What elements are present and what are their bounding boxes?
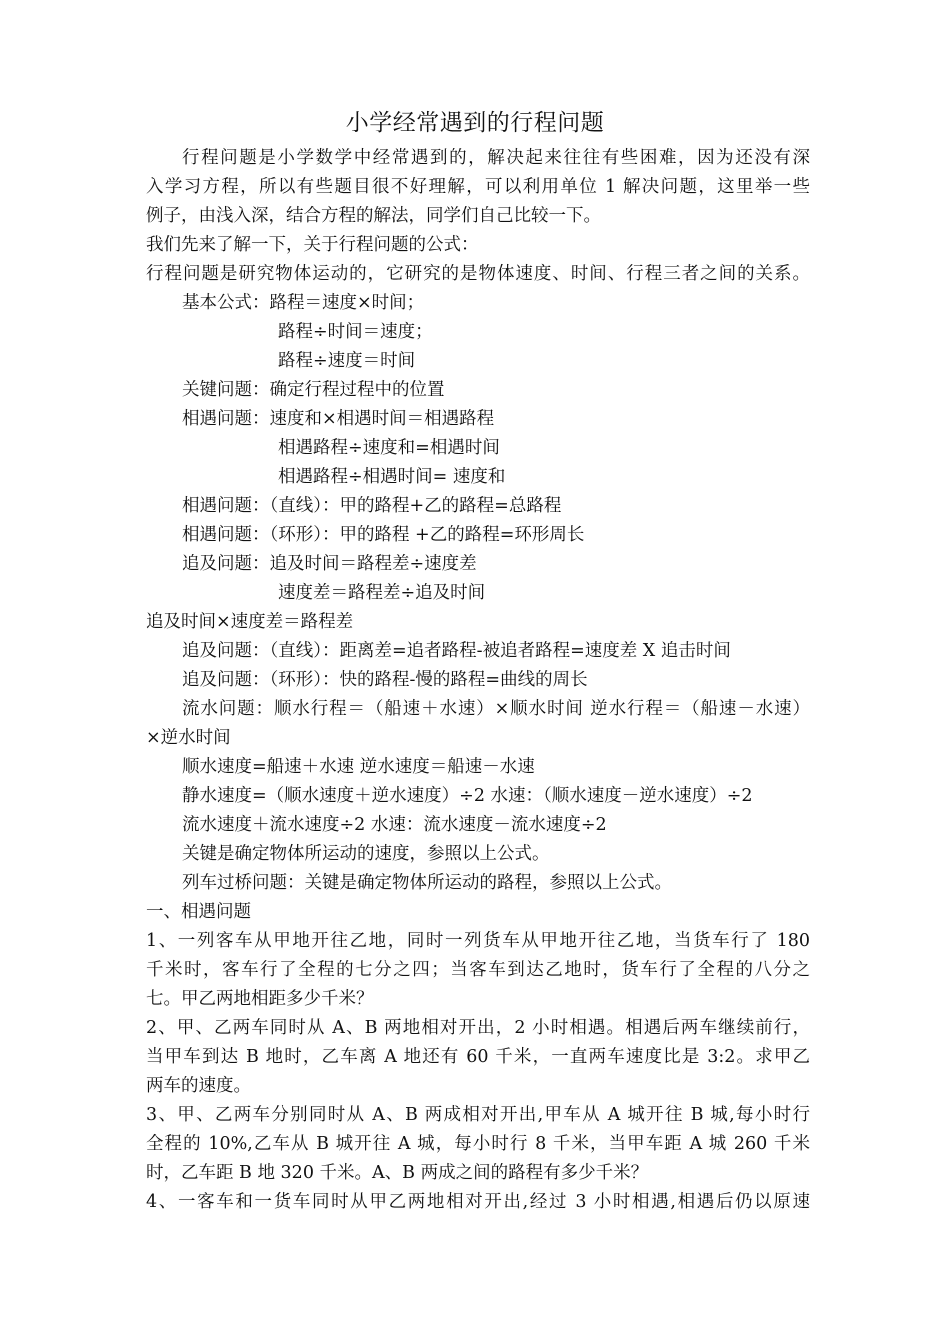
text-line: 3、甲、乙两车分别同时从 A、B 两成相对开出,甲车从 A 城开往 B 城,每小时行 [146,1105,810,1125]
text-line: 关键问题：确定行程过程中的位置 [182,380,445,400]
text-line: 追及问题：（直线）：距离差=追者路程-被追者路程=速度差 X 追击时间 [182,641,731,661]
text-line: 2、甲、乙两车同时从 A、B 两地相对开出，2 小时相遇。相遇后两车继续前行， [146,1018,810,1038]
text-line: 行程问题是研究物体运动的，它研究的是物体速度、时间、行程三者之间的关系。 [146,264,810,284]
text-line: 相遇问题：速度和×相遇时间＝相遇路程 [182,409,495,429]
text-line: 全程的 10%,乙车从 B 城开往 A 城，每小时行 8 千米，当甲车距 A 城 260 千米 [146,1134,810,1154]
text-line: 相遇问题：（直线）：甲的路程+乙的路程=总路程 [182,496,562,516]
text-line: 一、相遇问题 [146,902,251,922]
text-line: 当甲车到达 B 地时，乙车离 A 地还有 60 千米，一直两车速度比是 3:2。求甲乙 [146,1047,810,1067]
text-line: 行程问题是小学数学中经常遇到的，解决起来往往有些困难，因为还没有深 [182,148,810,168]
text-line: 流水速度＋流水速度÷2 水速：流水速度－流水速度÷2 [182,815,607,835]
text-line: 时，乙车距 B 地 320 千米。A、B 两成之间的路程有多少千米？ [146,1163,649,1183]
text-line: 基本公式：路程＝速度×时间； [182,293,425,313]
document-body [146,144,810,1217]
text-line: 七。甲乙两地相距多少千米？ [146,989,374,1009]
text-line: 追及时间×速度差＝路程差 [146,612,354,632]
text-line: 两车的速度。 [146,1076,251,1096]
text-line: 路程÷速度＝时间 [278,351,416,371]
text-line: 速度差＝路程差÷追及时间 [278,583,486,603]
document-title: 小学经常遇到的行程问题 [345,110,605,136]
text-line: 列车过桥问题：关键是确定物体所运动的路程，参照以上公式。 [182,873,672,893]
text-line: ×逆水时间 [146,728,231,748]
text-line: 相遇路程÷速度和=相遇时间 [278,438,500,458]
text-line: 追及问题：追及时间＝路程差÷速度差 [182,554,477,574]
text-line: 入学习方程，所以有些题目很不好理解，可以利用单位 1 解决问题，这里举一些 [146,177,810,197]
text-line: 相遇问题：（环形）：甲的路程 +乙的路程=环形周长 [182,525,585,545]
text-line: 静水速度=（顺水速度＋逆水速度）÷2 水速：（顺水速度－逆水速度）÷2 [182,786,753,806]
text-line: 顺水速度=船速＋水速 逆水速度＝船速－水速 [182,757,535,777]
text-line: 1、一列客车从甲地开往乙地，同时一列货车从甲地开往乙地，当货车行了 180 [146,931,810,951]
text-line: 4、一客车和一货车同时从甲乙两地相对开出,经过 3 小时相遇,相遇后仍以原速 [146,1192,810,1212]
text-line: 流水问题：顺水行程＝（船速＋水速）×顺水时间 逆水行程＝（船速－水速） [182,699,810,719]
text-line: 千米时，客车行了全程的七分之四；当客车到达乙地时，货车行了全程的八分之 [146,960,810,980]
text-line: 追及问题：（环形）：快的路程-慢的路程=曲线的周长 [182,670,588,690]
text-line: 例子，由浅入深，结合方程的解法，同学们自己比较一下。 [146,206,601,226]
text-line: 相遇路程÷相遇时间= 速度和 [278,467,506,487]
text-line: 关键是确定物体所运动的速度，参照以上公式。 [182,844,550,864]
text-line: 路程÷时间＝速度； [278,322,433,342]
text-line: 我们先来了解一下，关于行程问题的公式： [146,235,479,255]
